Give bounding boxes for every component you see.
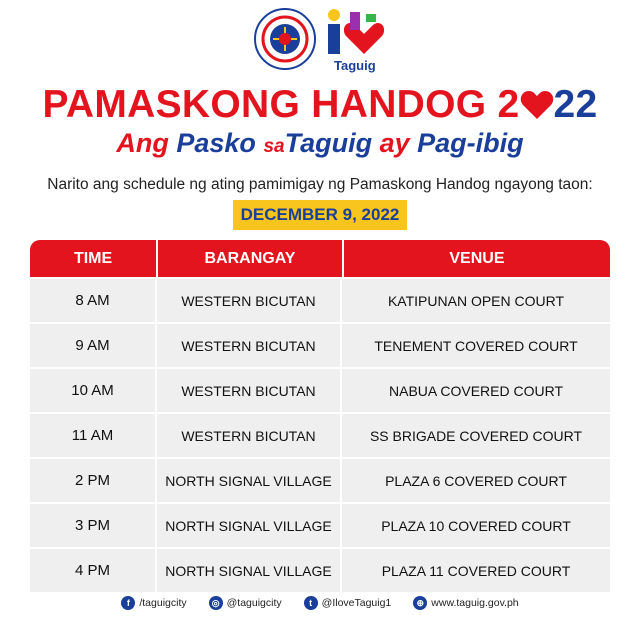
time-cell: 11 AM xyxy=(30,414,155,457)
brand-name: Taguig xyxy=(334,58,376,73)
table-row xyxy=(30,279,610,322)
barangay-cell: NORTH SIGNAL VILLAGE xyxy=(157,504,340,547)
logo-bar xyxy=(0,8,640,78)
venue-cell: PLAZA 11 COVERED COURT xyxy=(342,549,610,592)
facebook-handle: /taguigcity xyxy=(139,597,187,609)
subtitle xyxy=(0,128,640,159)
twitter-icon: t xyxy=(304,596,318,610)
table-row xyxy=(30,414,610,457)
title-year-suffix: 22 xyxy=(553,83,598,126)
heart-icon xyxy=(520,83,554,126)
venue-cell: PLAZA 10 COVERED COURT xyxy=(342,504,610,547)
time-cell: 9 AM xyxy=(30,324,155,367)
table-row xyxy=(30,549,610,592)
time-cell: 10 AM xyxy=(30,369,155,412)
instagram-handle: @taguigcity xyxy=(226,597,282,609)
twitter-handle: @IloveTaguig1 xyxy=(321,597,392,609)
header-venue: VENUE xyxy=(449,249,505,267)
table-row xyxy=(30,504,610,547)
table-row xyxy=(30,369,610,412)
title-text: PAMASKONG HANDOG 2 xyxy=(42,83,520,126)
time-cell: 4 PM xyxy=(30,549,155,592)
venue-cell: PLAZA 6 COVERED COURT xyxy=(342,459,610,502)
instagram-icon: ◎ xyxy=(209,596,223,610)
website-url: www.taguig.gov.ph xyxy=(431,597,519,609)
date-badge: DECEMBER 9, 2022 xyxy=(233,200,407,230)
time-cell: 8 AM xyxy=(30,279,155,322)
i-love-taguig-logo xyxy=(326,8,386,78)
table-row xyxy=(30,324,610,367)
intro-text: Narito ang schedule ng ating pamimigay ng Pamaskong Handog ngayong taon: xyxy=(47,176,593,193)
barangay-cell: WESTERN BICUTAN xyxy=(157,324,340,367)
table-row xyxy=(30,459,610,502)
barangay-cell: WESTERN BICUTAN xyxy=(157,369,340,412)
page-title xyxy=(0,83,640,127)
subtitle-word: sa xyxy=(263,136,285,157)
subtitle-word: ay xyxy=(379,128,418,158)
social-footer xyxy=(0,596,640,610)
venue-cell: KATIPUNAN OPEN COURT xyxy=(342,279,610,322)
venue-cell: TENEMENT COVERED COURT xyxy=(342,324,610,367)
barangay-cell: NORTH SIGNAL VILLAGE xyxy=(157,549,340,592)
subtitle-word: Pasko xyxy=(176,128,264,158)
header-barangay: BARANGAY xyxy=(158,240,344,277)
venue-cell: NABUA COVERED COURT xyxy=(342,369,610,412)
time-cell: 3 PM xyxy=(30,504,155,547)
time-cell: 2 PM xyxy=(30,459,155,502)
globe-icon: ⊕ xyxy=(413,596,427,610)
schedule-table xyxy=(30,240,610,592)
instagram-link[interactable] xyxy=(209,596,282,610)
website-link[interactable] xyxy=(413,596,518,610)
city-seal-logo xyxy=(254,8,316,70)
header-time: TIME xyxy=(30,240,158,277)
subtitle-word: Pag-ibig xyxy=(417,128,524,158)
venue-cell: SS BRIGADE COVERED COURT xyxy=(342,414,610,457)
facebook-icon: f xyxy=(121,596,135,610)
subtitle-word: Taguig xyxy=(284,128,380,158)
barangay-cell: NORTH SIGNAL VILLAGE xyxy=(157,459,340,502)
twitter-link[interactable] xyxy=(304,596,392,610)
barangay-cell: WESTERN BICUTAN xyxy=(157,414,340,457)
facebook-link[interactable] xyxy=(121,596,186,610)
subtitle-word: Ang xyxy=(116,128,177,158)
table-header xyxy=(30,240,610,277)
barangay-cell: WESTERN BICUTAN xyxy=(157,279,340,322)
